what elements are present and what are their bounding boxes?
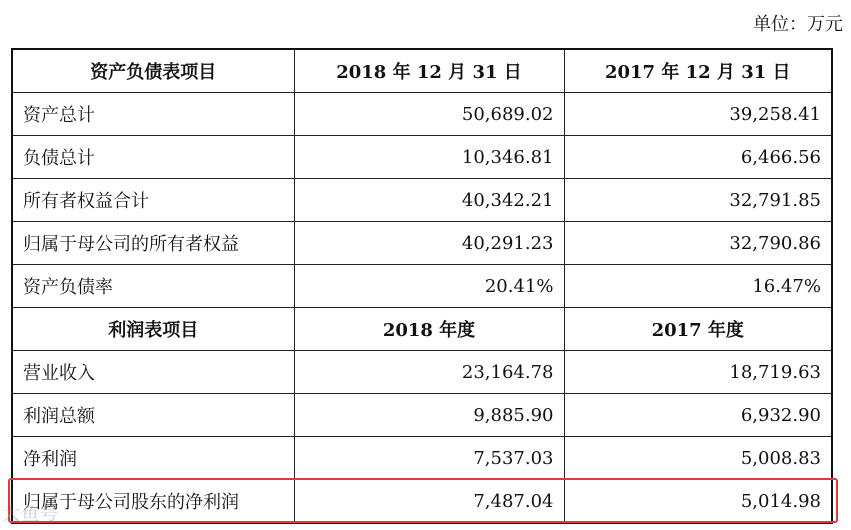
table-row (12, 394, 832, 437)
unit-label: 单位：万元 (753, 14, 843, 35)
table-row (12, 437, 832, 480)
value-2018: 9,885.90 (294, 394, 564, 437)
value-2017: 16.47% (564, 265, 832, 308)
value-2018: 10,346.81 (294, 136, 564, 179)
income-header-item: 利润表项目 (12, 308, 294, 351)
value-2017: 6,466.56 (564, 136, 832, 179)
balance-header-item: 资产负债表项目 (12, 49, 294, 93)
table-row (12, 179, 832, 222)
income-header-2018: 2018 年度 (294, 308, 564, 351)
income-header-2017: 2017 年度 (564, 308, 832, 351)
row-label: 所有者权益合计 (12, 179, 294, 222)
value-2017: 5,008.83 (564, 437, 832, 480)
income-header-row (12, 308, 832, 351)
value-2017: 5,014.98 (564, 480, 832, 524)
value-2018: 40,291.23 (294, 222, 564, 265)
table-row (12, 93, 832, 136)
row-label: 负债总计 (12, 136, 294, 179)
value-2017: 39,258.41 (564, 93, 832, 136)
table-row (12, 265, 832, 308)
row-label: 营业收入 (12, 351, 294, 394)
watermark: 大鱼号 (2, 504, 59, 525)
row-label: 资产总计 (12, 93, 294, 136)
value-2018: 20.41% (294, 265, 564, 308)
value-2018: 50,689.02 (294, 93, 564, 136)
value-2018: 40,342.21 (294, 179, 564, 222)
balance-header-row (12, 49, 832, 93)
row-label: 利润总额 (12, 394, 294, 437)
value-2018: 7,537.03 (294, 437, 564, 480)
table-row (12, 351, 832, 394)
value-2017: 32,791.85 (564, 179, 832, 222)
table-row-highlighted (12, 480, 832, 524)
balance-header-2018: 2018 年 12 月 31 日 (294, 49, 564, 93)
financial-table (11, 48, 833, 524)
value-2018: 7,487.04 (294, 480, 564, 524)
row-label: 归属于母公司股东的净利润 (12, 480, 294, 524)
row-label: 资产负债率 (12, 265, 294, 308)
row-label: 归属于母公司的所有者权益 (12, 222, 294, 265)
row-label: 净利润 (12, 437, 294, 480)
table-row (12, 222, 832, 265)
value-2017: 18,719.63 (564, 351, 832, 394)
value-2017: 6,932.90 (564, 394, 832, 437)
table-row (12, 136, 832, 179)
balance-header-2017: 2017 年 12 月 31 日 (564, 49, 832, 93)
value-2017: 32,790.86 (564, 222, 832, 265)
value-2018: 23,164.78 (294, 351, 564, 394)
